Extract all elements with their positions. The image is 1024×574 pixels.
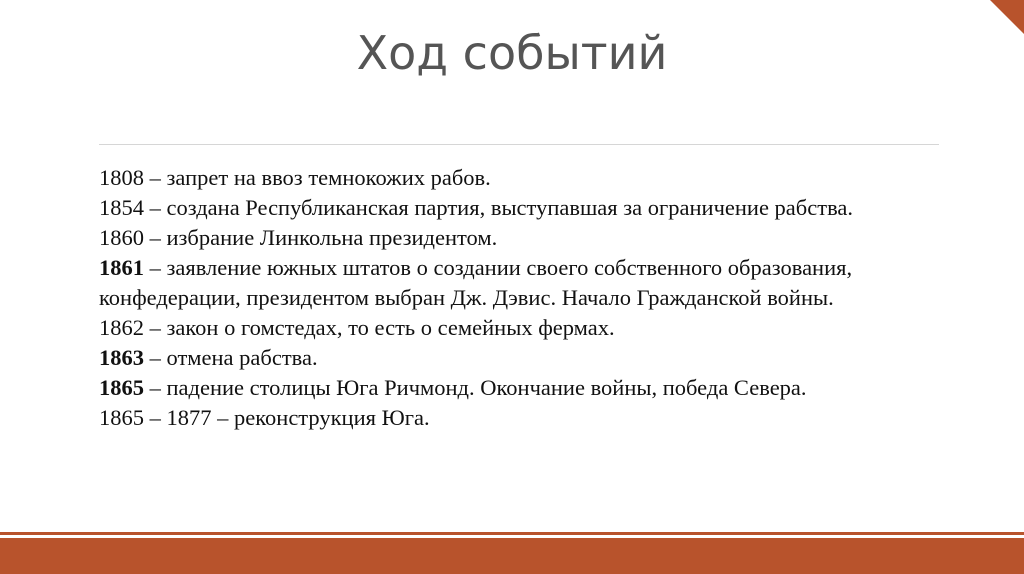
event-text: – закон о гомстедах, то есть о семейных фермах. bbox=[144, 315, 615, 340]
event-item bbox=[99, 403, 929, 433]
event-item bbox=[99, 343, 929, 373]
event-text: – реконструкция Юга. bbox=[211, 405, 430, 430]
event-year: 1865 – 1877 bbox=[99, 405, 212, 430]
event-text: – заявление южных штатов о создании своего собственного образования, конфедерации, президентом выбран Дж. Дэвис. Начало Гражданской войны. bbox=[99, 255, 853, 310]
title-divider bbox=[99, 144, 939, 145]
event-item bbox=[99, 373, 929, 403]
event-year: 1861 bbox=[99, 255, 144, 280]
event-item bbox=[99, 193, 929, 223]
event-year: 1854 bbox=[99, 195, 144, 220]
event-item bbox=[99, 223, 929, 253]
footer-accent-line bbox=[0, 532, 1024, 535]
event-text: – запрет на ввоз темнокожих рабов. bbox=[144, 165, 491, 190]
event-text: – отмена рабства. bbox=[144, 345, 318, 370]
event-year: 1860 bbox=[99, 225, 144, 250]
event-item bbox=[99, 313, 929, 343]
event-item bbox=[99, 253, 929, 313]
event-text: – создана Республиканская партия, выступавшая за ограничение рабства. bbox=[144, 195, 854, 220]
footer-bar bbox=[0, 538, 1024, 574]
event-text: – избрание Линкольна президентом. bbox=[144, 225, 498, 250]
event-year: 1808 bbox=[99, 165, 144, 190]
slide-title: Ход событий bbox=[356, 26, 668, 80]
event-year: 1863 bbox=[99, 345, 144, 370]
event-text: – падение столицы Юга Ричмонд. Окончание войны, победа Севера. bbox=[144, 375, 807, 400]
event-year: 1862 bbox=[99, 315, 144, 340]
event-item bbox=[99, 163, 929, 193]
event-year: 1865 bbox=[99, 375, 144, 400]
events-list bbox=[99, 163, 929, 433]
